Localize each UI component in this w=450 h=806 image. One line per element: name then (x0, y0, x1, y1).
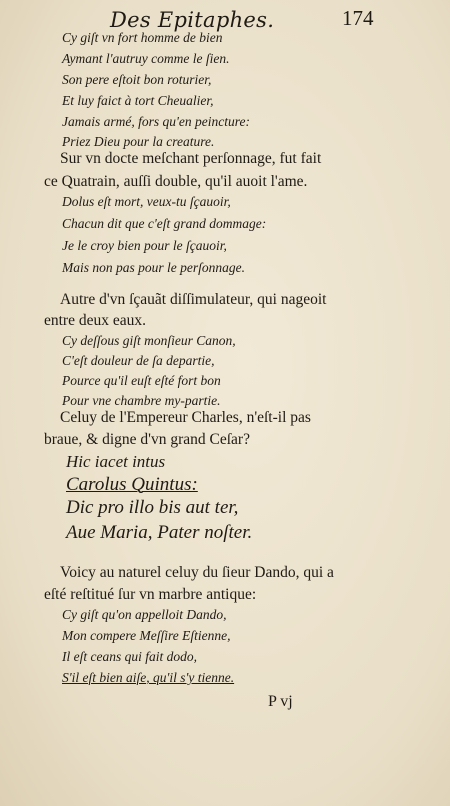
verse-line: Cy giſt vn fort homme de bien (62, 30, 223, 45)
verse-line: Pource qu'il euſt eſté fort bon (62, 373, 221, 388)
latin-line: Hic iacet intus (66, 452, 166, 471)
latin-line: Dic pro illo bis aut ter, (66, 497, 239, 518)
verse-line: Mon compere Meſſire Eſtienne, (62, 628, 231, 643)
prose-line: Celuy de l'Empereur Charles, n'eſt-il pas (60, 409, 311, 426)
latin-line: Carolus Quintus: (66, 474, 198, 495)
verse-line: Je le croy bien pour le ſçauoir, (62, 238, 227, 253)
signature-mark: P vj (268, 693, 293, 710)
verse-line: C'eſt douleur de ſa departie, (62, 353, 215, 368)
prose-line: ce Quatrain, auſſi double, qu'il auoit l'ame. (44, 173, 308, 190)
running-head: Des Epitaphes. (110, 8, 275, 32)
verse-line: Dolus eſt mort, veux-tu ſçauoir, (62, 194, 231, 209)
verse-line: Il eſt ceans qui fait dodo, (62, 649, 197, 664)
verse-line: S'il eſt bien aiſe, qu'il s'y tienne. (62, 670, 235, 685)
prose-line: Sur vn docte meſchant perſonnage, fut fait (60, 150, 322, 167)
verse-line: Mais non pas pour le perſonnage. (62, 260, 245, 275)
verse-line: Son pere eſtoit bon roturier, (62, 72, 212, 87)
prose-line: braue, & digne d'vn grand Ceſar? (44, 431, 250, 448)
prose-line: entre deux eaux. (44, 312, 146, 329)
prose-line: Voicy au naturel celuy du ſieur Dando, qui a (60, 564, 334, 581)
latin-line: Aue Maria, Pater noſter. (66, 522, 253, 543)
verse-line: Aymant l'autruy comme le ſien. (62, 51, 230, 66)
verse-line: Priez Dieu pour la creature. (62, 134, 215, 149)
verse-line: Et luy faict à tort Cheualier, (62, 93, 214, 108)
verse-line: Cy deſſous giſt monſieur Canon, (62, 333, 236, 348)
verse-line: Cy giſt qu'on appelloit Dando, (62, 607, 227, 622)
verse-line: Pour vne chambre my-partie. (62, 393, 221, 408)
prose-line: Autre d'vn ſçauãt diſſimulateur, qui nageoit (60, 291, 327, 308)
verse-line: Chacun dit que c'eſt grand dommage: (62, 216, 267, 231)
page-number: 174 (342, 6, 374, 30)
verse-line: Jamais armé, fors qu'en peincture: (62, 114, 250, 129)
prose-line: eſté reſtitué ſur vn marbre antique: (44, 586, 257, 603)
